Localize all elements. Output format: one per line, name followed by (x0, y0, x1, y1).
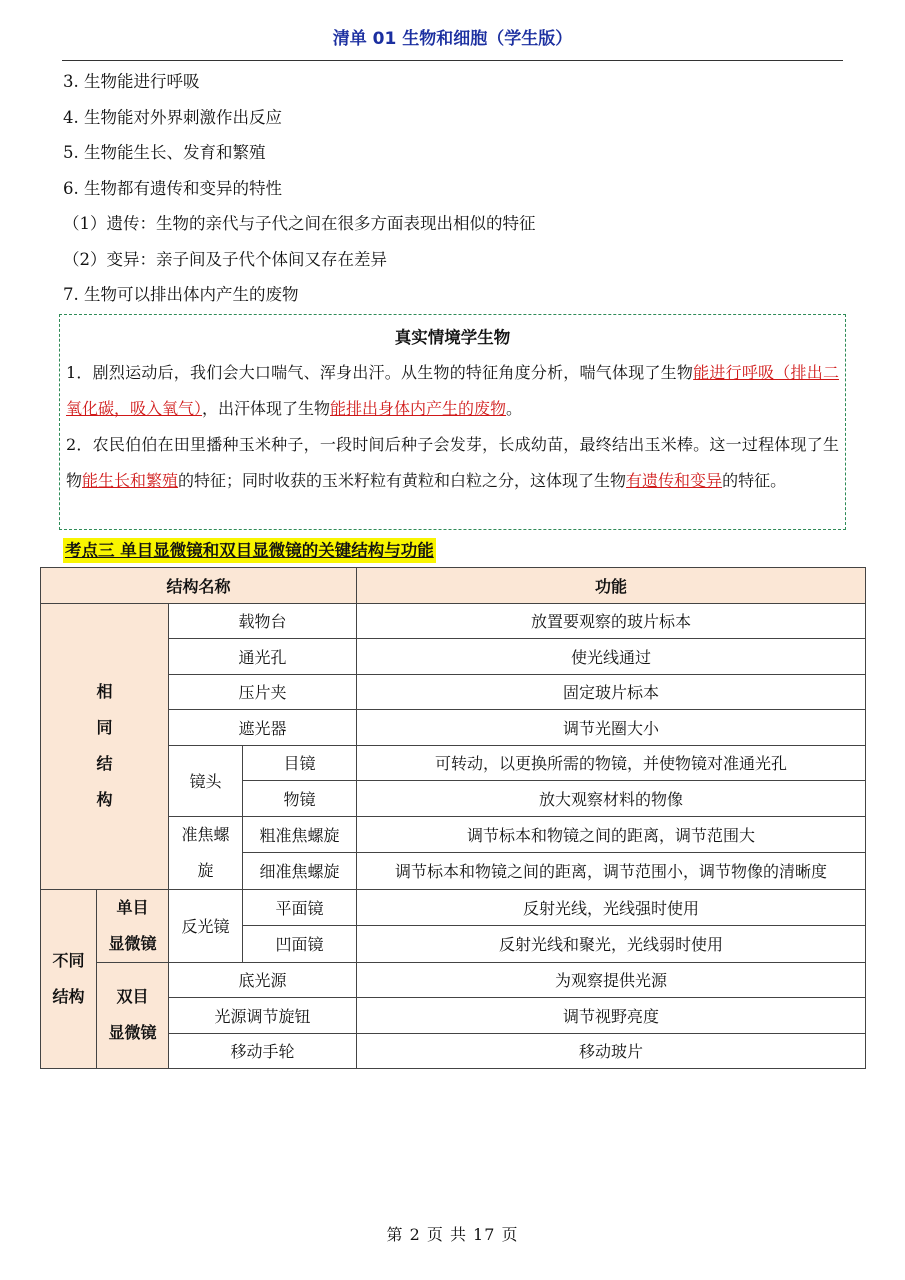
table-row (41, 962, 866, 998)
table-header-row (41, 568, 866, 604)
cell-name: 粗准焦螺旋 (243, 816, 357, 853)
microscope-table (40, 567, 866, 1069)
feature-list (63, 64, 853, 313)
section-title: 考点三 单目显微镜和双目显微镜的关键结构与功能 (63, 538, 436, 563)
list-item: （2）变异：亲子间及子代个体间又存在差异 (63, 249, 387, 269)
mono-microscope-label: 单目 显微镜 (97, 889, 169, 962)
list-item: 5. 生物能生长、发育和繁殖 (63, 143, 266, 162)
cell-function: 反射光线和聚光，光线弱时使用 (357, 926, 866, 963)
cell-name: 凹面镜 (243, 926, 357, 963)
cell-function: 调节视野亮度 (357, 998, 866, 1034)
q2-text-a: 2．农民伯伯在田里播种玉米种子，一段时间后种子会发芽，长成幼苗，最终结出玉米棒。这一过程体现了生物 (66, 435, 839, 490)
q1-text-a: 1．剧烈运动后，我们会大口喘气、浑身出汗。从生物的特征角度分析，喘气体现了生物 (66, 363, 694, 382)
header-title: 清单 01 生物和细胞（学生版） (332, 29, 573, 49)
q2-text-b: 的特征；同时收获的玉米籽粒有黄粒和白粒之分，这体现了生物 (178, 471, 627, 490)
bino-microscope-label: 双目 显微镜 (97, 962, 169, 1069)
cell-name: 物镜 (243, 781, 357, 817)
q2-answer-1: 能生长和繁殖 (82, 471, 179, 490)
list-item: 6. 生物都有遗传和变异的特性 (63, 178, 282, 198)
question-1 (66, 355, 839, 427)
cell-name: 压片夹 (169, 674, 357, 710)
cell-name: 目镜 (243, 745, 357, 781)
header-function: 功能 (357, 568, 866, 604)
mirror-group-label: 反光镜 (169, 889, 243, 962)
list-item: 3. 生物能进行呼吸 (63, 72, 200, 91)
cell-name: 细准焦螺旋 (243, 853, 357, 890)
page-header (62, 24, 843, 61)
cell-name: 平面镜 (243, 889, 357, 926)
focus-group-label: 准焦螺 旋 (169, 816, 243, 889)
cell-function: 调节标本和物镜之间的距离，调节范围大 (357, 816, 866, 853)
cell-name: 载物台 (169, 603, 357, 639)
same-structure-label: 相 同 结 构 (41, 603, 169, 889)
cell-function: 为观察提供光源 (357, 962, 866, 998)
q1-text-b: ，出汗体现了生物 (202, 399, 331, 418)
table-row (41, 889, 866, 926)
lens-group-label: 镜头 (169, 745, 243, 816)
header-structure: 结构名称 (41, 568, 357, 604)
q1-answer-2: 能排出身体内产生的废物 (330, 399, 507, 418)
cell-function: 固定玻片标本 (357, 674, 866, 710)
cell-name: 光源调节旋钮 (169, 998, 357, 1034)
box-title: 真实情境学生物 (394, 328, 511, 347)
cell-function: 使光线通过 (357, 639, 866, 675)
cell-function: 放置要观察的玻片标本 (357, 603, 866, 639)
cell-function: 调节标本和物镜之间的距离，调节范围小，调节物像的清晰度 (357, 853, 866, 890)
table-row (41, 603, 866, 639)
cell-function: 反射光线，光线强时使用 (357, 889, 866, 926)
list-item: 7. 生物可以排出体内产生的废物 (63, 285, 299, 304)
list-item: （1）遗传：生物的亲代与子代之间在很多方面表现出相似的特征 (63, 214, 536, 233)
list-item: 4. 生物能对外界刺激作出反应 (63, 107, 282, 127)
q2-answer-2: 有遗传和变异 (626, 471, 723, 490)
cell-name: 遮光器 (169, 710, 357, 746)
cell-function: 调节光圈大小 (357, 710, 866, 746)
q1-text-c: 。 (506, 399, 523, 418)
cell-name: 通光孔 (169, 639, 357, 675)
q2-text-c: 的特征。 (722, 471, 787, 490)
cell-name: 底光源 (169, 962, 357, 998)
diff-structure-label: 不同 结构 (41, 889, 97, 1069)
cell-name: 移动手轮 (169, 1033, 357, 1069)
cell-function: 移动玻片 (357, 1033, 866, 1069)
cell-function: 放大观察材料的物像 (357, 781, 866, 817)
question-2 (66, 427, 839, 499)
page-footer: 第 2 页 共 17 页 (386, 1225, 519, 1244)
real-context-box (59, 314, 846, 530)
q1-answer-1: 能进行呼吸（排出二氧化碳，吸入氧气） (66, 363, 839, 418)
cell-function: 可转动，以更换所需的物镜，并使物镜对准通光孔 (357, 745, 866, 781)
